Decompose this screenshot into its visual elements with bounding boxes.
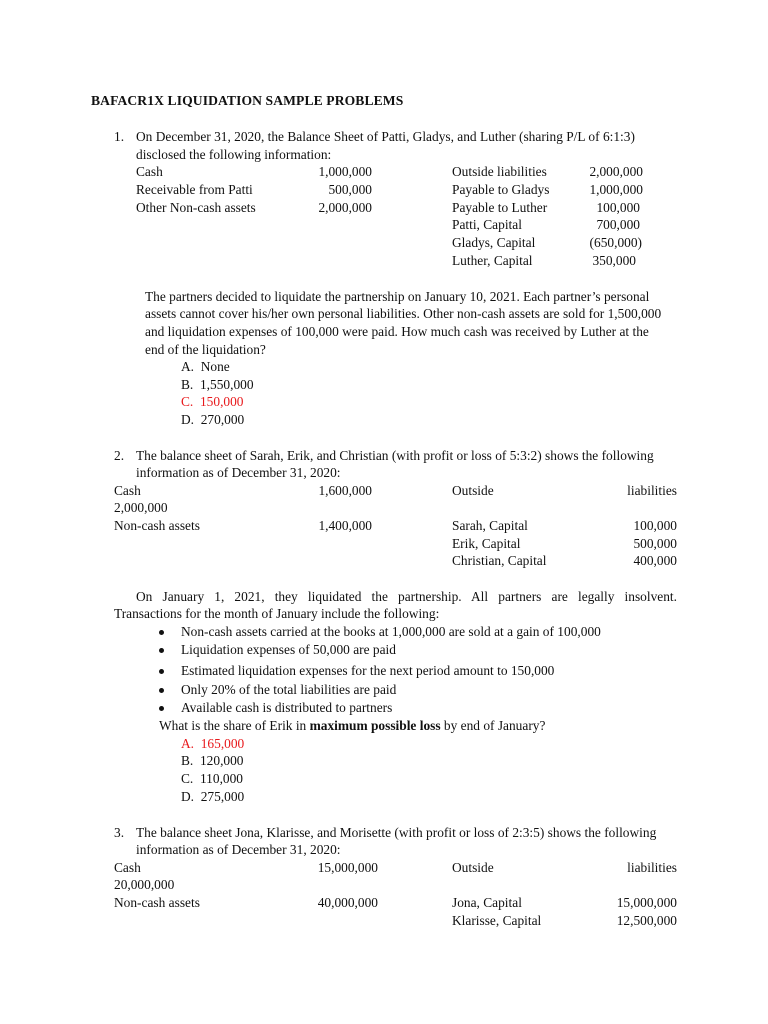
q2-bullet: Estimated liquidation expenses for the next period amount to 150,000 [159, 662, 554, 680]
bullet-icon [159, 669, 164, 674]
q2-bullet: Available cash is distributed to partners [159, 699, 392, 717]
q2-noncash-amount: 1,400,000 [318, 518, 372, 533]
q2-liabilities-word: liabilities [627, 483, 677, 498]
q2-liabilities-amount: 2,000,000 [114, 500, 168, 515]
bullet-icon [159, 706, 164, 711]
q1-number: 1. [114, 129, 125, 144]
q2-number: 2. [114, 448, 125, 463]
bullet-icon [159, 648, 164, 653]
q2-intro-line2: information as of December 31, 2020: [136, 465, 341, 480]
q1-capital-label: Patti, Capital [452, 217, 522, 232]
q1-liability-label: Outside liabilities [452, 164, 547, 179]
q2-capital-amount: 100,000 [633, 518, 677, 533]
q3-liabilities-word: liabilities [627, 860, 677, 875]
q1-capital-amount: (650,000) [589, 235, 642, 250]
q2-capital-amount: 500,000 [633, 536, 677, 551]
q2-bullet: Liquidation expenses of 50,000 are paid [159, 641, 396, 659]
q2-bullet: Non-cash assets carried at the books at 1,000,000 are sold at a gain of 100,000 [159, 623, 601, 641]
q2-para-line1: On January 1, 2021, they liquidated the partnership. All partners are legally insolvent. [136, 589, 677, 604]
q1-choice-c-correct: C. 150,000 [181, 394, 244, 409]
q1-asset-label: Cash [136, 164, 163, 179]
q1-para-line: and liquidation expenses of 100,000 were paid. How much cash was received by Luther at the [145, 324, 649, 339]
q2-cash-amount: 1,600,000 [318, 483, 372, 498]
q3-capital-amount: 12,500,000 [616, 913, 677, 928]
q1-asset-amount: 2,000,000 [318, 200, 372, 215]
q2-question: What is the share of Erik in maximum possible loss by end of January? [159, 718, 546, 733]
q1-choice-b: B. 1,550,000 [181, 377, 254, 392]
q1-liability-label: Payable to Luther [452, 200, 548, 215]
q2-capital-amount: 400,000 [633, 553, 677, 568]
q1-choice-a: A. None [181, 359, 230, 374]
q1-liability-amount: 1,000,000 [589, 182, 643, 197]
document-title: BAFACR1X LIQUIDATION SAMPLE PROBLEMS [91, 93, 404, 108]
q3-noncash-amount: 40,000,000 [317, 895, 378, 910]
q1-liability-amount: 2,000,000 [589, 164, 643, 179]
q1-capital-label: Luther, Capital [452, 253, 533, 268]
q2-noncash-label: Non-cash assets [114, 518, 200, 533]
q1-asset-label: Receivable from Patti [136, 182, 253, 197]
q3-capital-label: Klarisse, Capital [452, 913, 542, 928]
q2-choice-d: D. 275,000 [181, 789, 245, 804]
q3-cash-label: Cash [114, 860, 141, 875]
q3-liabilities-amount: 20,000,000 [114, 877, 175, 892]
q1-asset-label: Other Non-cash assets [136, 200, 256, 215]
q1-asset-amount: 500,000 [328, 182, 372, 197]
q3-capital-label: Jona, Capital [452, 895, 522, 910]
q2-choice-a-correct: A. 165,000 [181, 736, 245, 751]
q2-cash-label: Cash [114, 483, 141, 498]
q2-para-line2: Transactions for the month of January include the following: [114, 606, 440, 621]
q2-bullet: Only 20% of the total liabilities are paid [159, 681, 396, 699]
bullet-icon [159, 688, 164, 693]
q1-intro-line1: On December 31, 2020, the Balance Sheet of Patti, Gladys, and Luther (sharing P/L of 6:1:3) [136, 129, 635, 144]
q2-choice-b: B. 120,000 [181, 753, 244, 768]
q1-capital-amount: 350,000 [592, 253, 636, 268]
q3-number: 3. [114, 825, 125, 840]
q1-asset-amount: 1,000,000 [318, 164, 372, 179]
q2-capital-label: Erik, Capital [452, 536, 521, 551]
q2-intro-line1: The balance sheet of Sarah, Erik, and Christian (with profit or loss of 5:3:2) shows the following [136, 448, 654, 463]
q2-outside-label: Outside [452, 483, 494, 498]
q2-choice-c: C. 110,000 [181, 771, 244, 786]
q3-intro-line1: The balance sheet Jona, Klarisse, and Morisette (with profit or loss of 2:3:5) shows the following [136, 825, 657, 840]
q2-capital-label: Christian, Capital [452, 553, 547, 568]
q1-capital-label: Gladys, Capital [452, 235, 536, 250]
q3-cash-amount: 15,000,000 [317, 860, 378, 875]
q1-para-line: assets cannot cover his/her own personal liabilities. Other non-cash assets are sold for 1,500,000 [145, 306, 662, 321]
q3-capital-amount: 15,000,000 [616, 895, 677, 910]
q1-para-line: end of the liquidation? [145, 342, 266, 357]
bullet-icon [159, 630, 164, 635]
q1-capital-amount: 700,000 [596, 217, 640, 232]
q1-liability-amount: 100,000 [596, 200, 640, 215]
q3-outside-label: Outside [452, 860, 494, 875]
q1-para-line: The partners decided to liquidate the partnership on January 10, 2021. Each partner’s personal [145, 289, 650, 304]
q3-noncash-label: Non-cash assets [114, 895, 200, 910]
q1-liability-label: Payable to Gladys [452, 182, 550, 197]
q3-intro-line2: information as of December 31, 2020: [136, 842, 341, 857]
q1-choice-d: D. 270,000 [181, 412, 245, 427]
q2-capital-label: Sarah, Capital [452, 518, 528, 533]
q1-intro-line2: disclosed the following information: [136, 147, 332, 162]
